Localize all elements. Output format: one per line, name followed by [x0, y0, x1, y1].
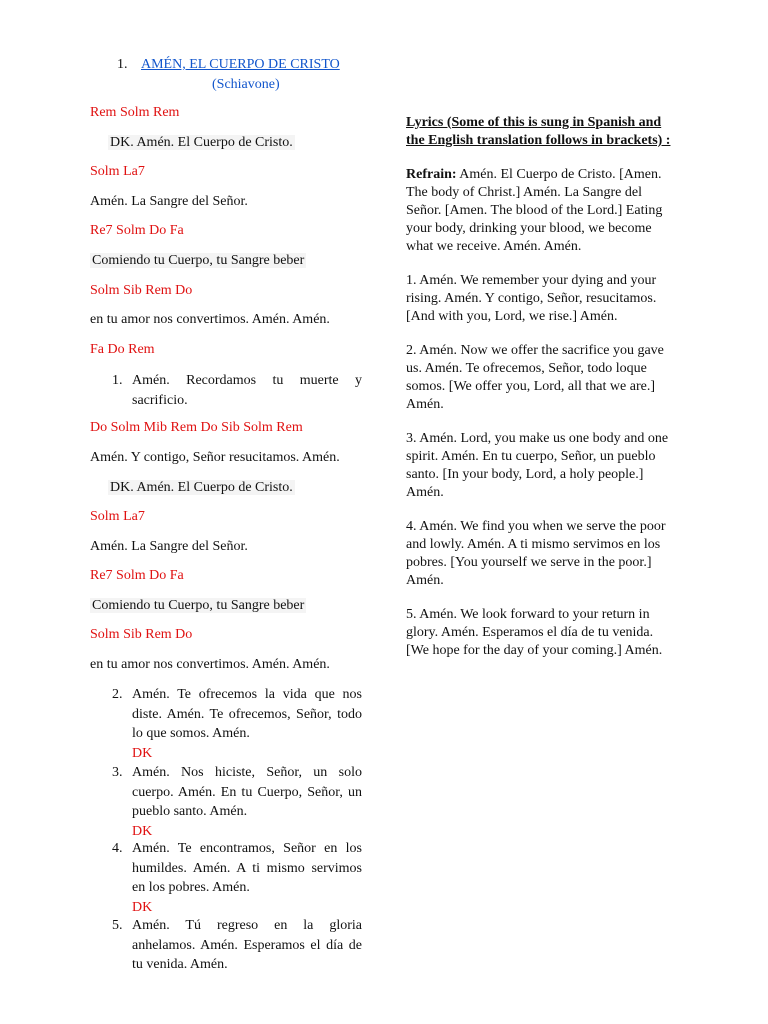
verse-number: 1.	[112, 373, 123, 388]
song-title-link[interactable]: AMÉN, EL CUERPO DE CRISTO	[141, 57, 340, 72]
verse-text: Amén. Recordamos tu muerte y sacrificio.	[132, 373, 362, 408]
verse-item-3	[112, 763, 362, 841]
verse-paragraph-2: 2. Amén. Now we offer the sacrifice you gave us. Amén. Te ofrecemos, Señor, todo loque somos. [We offer you, Lord, all that we are.] Amén.	[406, 343, 664, 412]
composer-link[interactable]: (Schiavone)	[212, 77, 280, 92]
dk-refrain-line: DK. Amén. El Cuerpo de Cristo.	[110, 480, 293, 495]
lyric-line: en tu amor nos convertimos. Amén. Amén.	[90, 312, 330, 327]
verse-number: 2.	[112, 687, 123, 702]
verse-item-2	[112, 685, 362, 763]
verse-item-4	[112, 839, 362, 917]
chord-line: Rem Solm Rem	[90, 105, 180, 120]
dk-marker: DK	[132, 745, 153, 761]
verse-text: Amén. Te encontramos, Señor en los humildes. Amén. A ti mismo servimos en los pobres. Amén.	[132, 841, 362, 895]
verse-number: 4.	[112, 841, 123, 856]
verse-paragraph-3: 3. Amén. Lord, you make us one body and one spirit. Amén. En tu cuerpo, Señor, un pueblo santo. [In your body, Lord, a holy people.] Amén.	[406, 431, 669, 500]
verse-text: Amén. Tú regreso en la gloria anhelamos. Amén. Esperamos el día de tu venida. Amén.	[132, 918, 362, 972]
verse-text: Amén. Te ofrecemos la vida que nos diste. Amén. Te ofrecemos, Señor, todo lo que somos. Amén.	[132, 687, 362, 741]
lyric-text: Comiendo tu Cuerpo, tu Sangre beber	[92, 253, 305, 268]
refrain-text: Amén. El Cuerpo de Cristo. [Amen. The body of Christ.] Amén. La Sangre del Señor. [Amen. The blood of the Lord.] Eating your body, drinking your blood, we become what we receive. Amén. Amén.	[406, 167, 663, 254]
dk-marker: DK	[132, 823, 153, 839]
lyric-line: Amén. Y contigo, Señor resucitamos. Amén.	[90, 450, 340, 465]
lyric-text: Comiendo tu Cuerpo, tu Sangre beber	[92, 598, 305, 613]
chord-line: Do Solm Mib Rem Do Sib Solm Rem	[90, 420, 303, 435]
chord-line: Solm La7	[90, 164, 145, 179]
refrain-paragraph	[406, 166, 676, 256]
chord-line: Solm Sib Rem Do	[90, 627, 193, 642]
chord-line: Solm La7	[90, 509, 145, 524]
lyric-line	[90, 597, 306, 615]
lyric-line	[108, 479, 295, 497]
title-number: 1.	[117, 57, 128, 72]
chord-line: Re7 Solm Do Fa	[90, 568, 184, 583]
verse-number: 3.	[112, 765, 123, 780]
chord-line: Fa Do Rem	[90, 342, 155, 357]
verse-text: Amén. Nos hiciste, Señor, un solo cuerpo. Amén. En tu Cuerpo, Señor, un pueblo santo. Amén.	[132, 765, 362, 819]
lyric-line	[108, 134, 295, 152]
lyric-line	[90, 252, 306, 270]
verse-paragraph-5: 5. Amén. We look forward to your return in glory. Amén. Esperamos el día de tu venida. [We hope for the day of your coming.] Amén.	[406, 607, 663, 658]
chord-line: Re7 Solm Do Fa	[90, 223, 184, 238]
verse-number: 5.	[112, 918, 123, 933]
verse-item-1	[112, 371, 362, 410]
verse-paragraph-1: 1. Amén. We remember your dying and your rising. Amén. Y contigo, Señor, resucitamos. [And with you, Lord, we rise.] Amén.	[406, 273, 657, 324]
lyric-line: en tu amor nos convertimos. Amén. Amén.	[90, 657, 330, 672]
refrain-label: Refrain:	[406, 167, 457, 182]
lyric-line: Amén. La Sangre del Señor.	[90, 194, 248, 209]
lyrics-translation-column	[406, 114, 676, 676]
lyrics-heading: Lyrics (Some of this is sung in Spanish and the English translation follows in brackets) :	[406, 115, 671, 148]
verse-paragraph-4: 4. Amén. We find you when we serve the poor and lowly. Amén. A ti mismo servimos en los pobres. [You yourself we serve in the poor.] Amén.	[406, 519, 666, 588]
lyric-line: Amén. La Sangre del Señor.	[90, 539, 248, 554]
dk-marker: DK	[132, 899, 153, 915]
chord-line: Solm Sib Rem Do	[90, 283, 193, 298]
verse-item-5	[112, 916, 362, 975]
dk-refrain-line: DK. Amén. El Cuerpo de Cristo.	[110, 135, 293, 150]
